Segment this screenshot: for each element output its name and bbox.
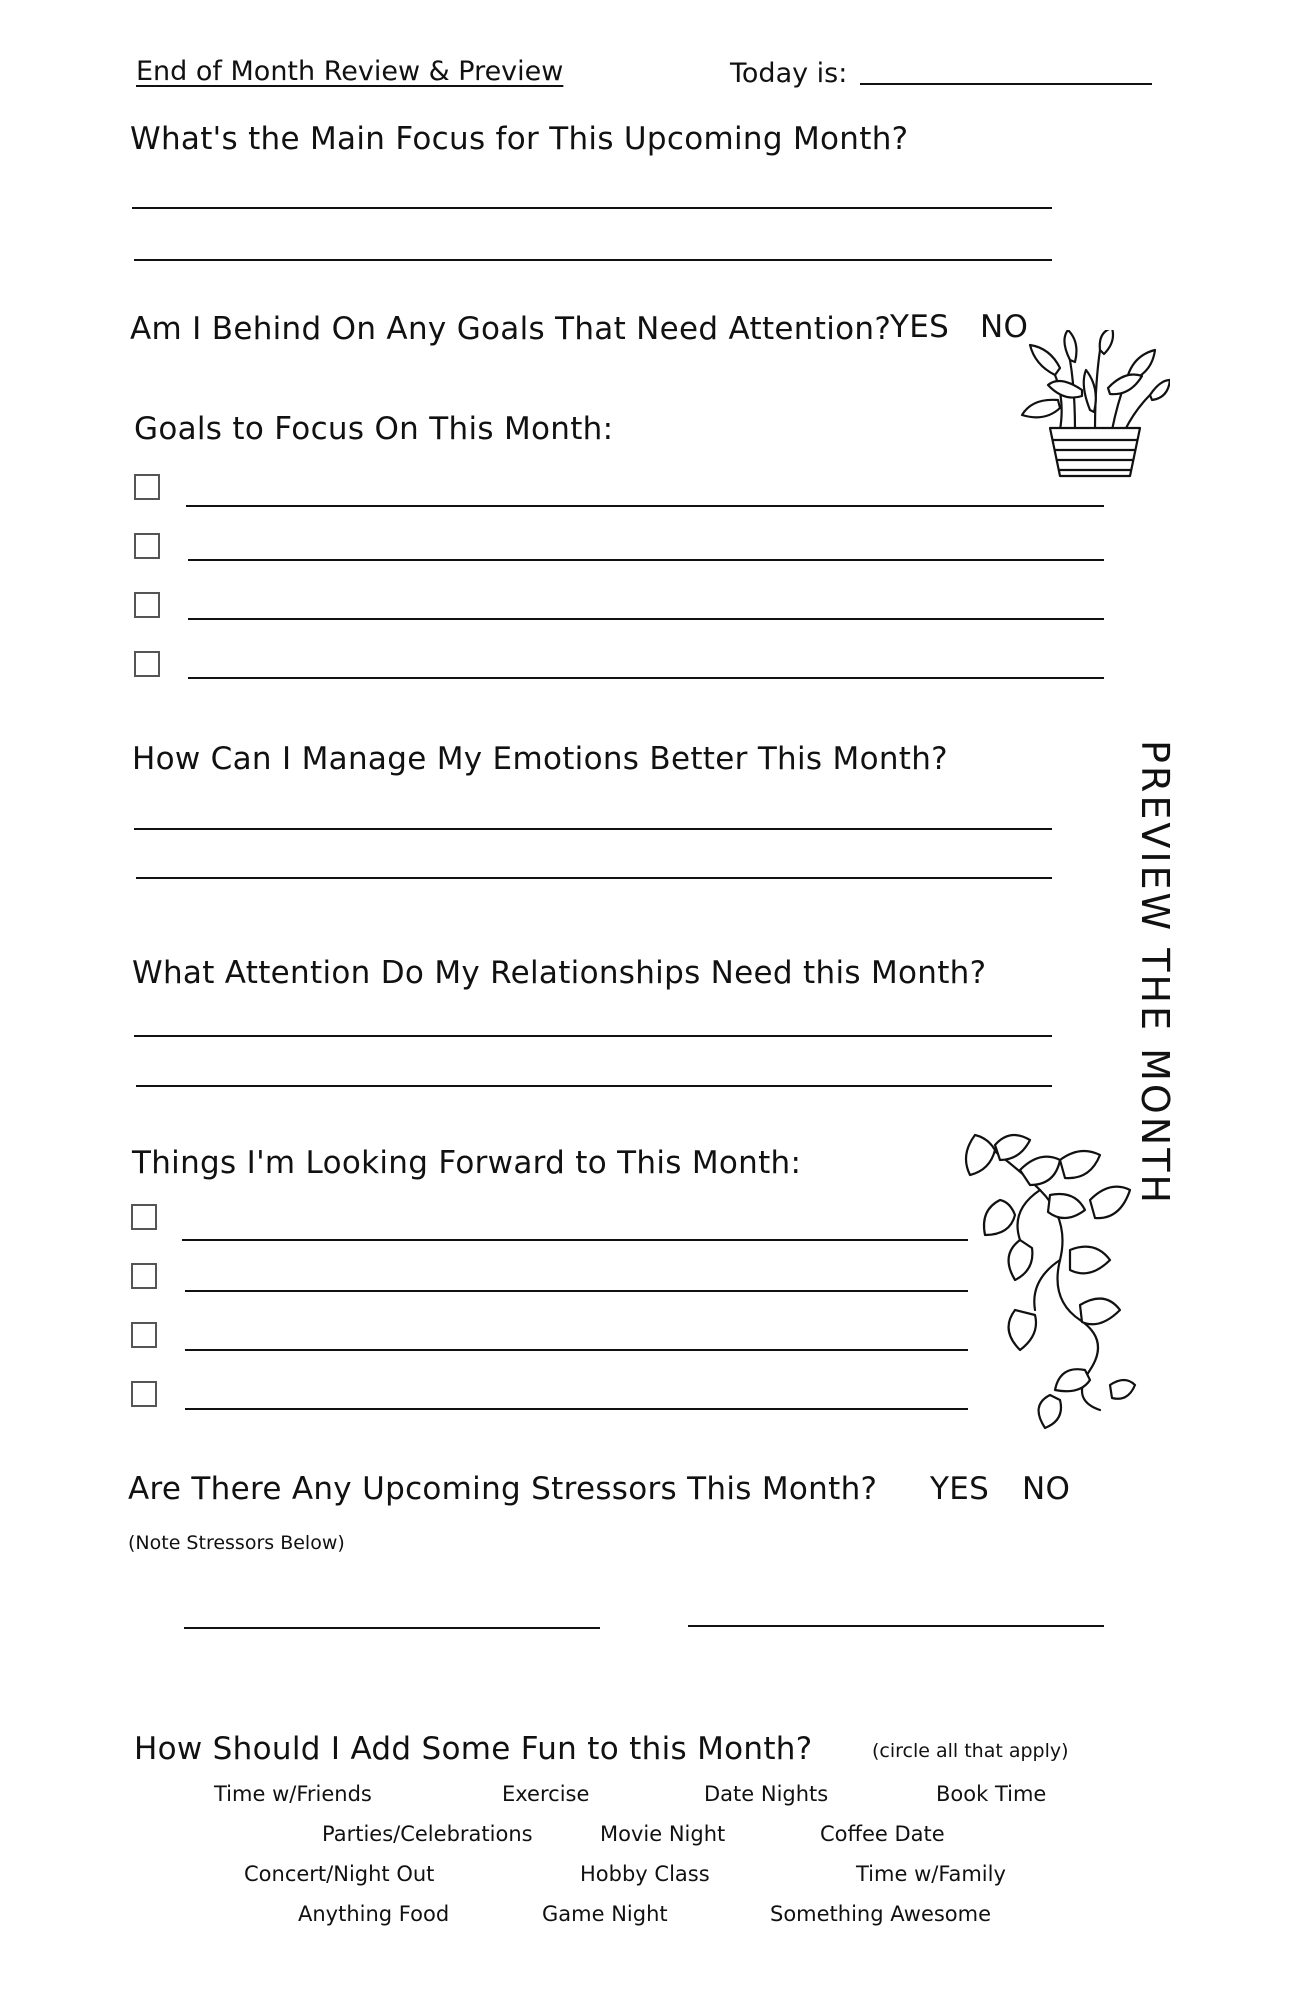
stressors-yes-option[interactable]: YES: [930, 1471, 990, 1507]
question-goals-focus: Goals to Focus On This Month:: [134, 411, 614, 447]
question-main-focus: What's the Main Focus for This Upcoming Month?: [130, 121, 909, 157]
answer-line-relationships-1[interactable]: [134, 1035, 1052, 1037]
question-stressors: Are There Any Upcoming Stressors This Month?: [128, 1471, 878, 1507]
question-fun: How Should I Add Some Fun to this Month?: [134, 1731, 813, 1767]
fun-option-movie-night[interactable]: Movie Night: [600, 1822, 726, 1846]
goal-checkbox-1[interactable]: [134, 474, 160, 500]
hanging-vine-icon: [960, 1130, 1140, 1430]
goal-checkbox-2[interactable]: [134, 533, 160, 559]
today-label: Today is:: [730, 58, 848, 89]
goal-checkbox-3[interactable]: [134, 592, 160, 618]
forward-checkbox-3[interactable]: [131, 1322, 157, 1348]
goal-line-1[interactable]: [186, 505, 1104, 507]
forward-line-1[interactable]: [182, 1239, 968, 1241]
goal-line-3[interactable]: [188, 618, 1104, 620]
stressors-no-option[interactable]: NO: [1022, 1471, 1071, 1507]
fun-option-game-night[interactable]: Game Night: [542, 1902, 668, 1926]
behind-goals-no-option[interactable]: NO: [980, 309, 1029, 345]
answer-line-relationships-2[interactable]: [136, 1085, 1052, 1087]
forward-line-3[interactable]: [185, 1349, 968, 1351]
fun-option-coffee-date[interactable]: Coffee Date: [820, 1822, 945, 1846]
forward-checkbox-2[interactable]: [131, 1263, 157, 1289]
question-looking-forward: Things I'm Looking Forward to This Month:: [132, 1145, 802, 1181]
answer-line-main-focus-1[interactable]: [132, 207, 1052, 209]
fun-option-time-with-friends[interactable]: Time w/Friends: [214, 1782, 372, 1806]
answer-line-emotions-2[interactable]: [136, 877, 1052, 879]
question-emotions: How Can I Manage My Emotions Better This Month?: [132, 741, 948, 777]
potted-plant-icon: [1020, 330, 1170, 480]
forward-checkbox-4[interactable]: [131, 1381, 157, 1407]
stressors-note: (Note Stressors Below): [128, 1532, 345, 1554]
fun-option-date-nights[interactable]: Date Nights: [704, 1782, 829, 1806]
stressor-line-2[interactable]: [688, 1625, 1104, 1627]
forward-line-4[interactable]: [185, 1408, 968, 1410]
fun-option-something-awesome[interactable]: Something Awesome: [770, 1902, 992, 1926]
question-relationships: What Attention Do My Relationships Need this Month?: [132, 955, 987, 991]
fun-note: (circle all that apply): [872, 1740, 1069, 1762]
fun-option-book-time[interactable]: Book Time: [936, 1782, 1047, 1806]
question-behind-goals: Am I Behind On Any Goals That Need Attention?: [130, 311, 892, 347]
stressor-line-1[interactable]: [184, 1627, 600, 1629]
fun-option-time-with-family[interactable]: Time w/Family: [856, 1862, 1006, 1886]
forward-line-2[interactable]: [185, 1290, 968, 1292]
goal-line-2[interactable]: [188, 559, 1104, 561]
page-title: End of Month Review & Preview: [136, 56, 564, 87]
fun-option-parties[interactable]: Parties/Celebrations: [322, 1822, 533, 1846]
goal-checkbox-4[interactable]: [134, 651, 160, 677]
fun-option-concert[interactable]: Concert/Night Out: [244, 1862, 435, 1886]
side-label: PREVIEW THE MONTH: [1133, 740, 1177, 1206]
fun-option-anything-food[interactable]: Anything Food: [298, 1902, 450, 1926]
behind-goals-yes-option[interactable]: YES: [890, 309, 950, 345]
goal-line-4[interactable]: [188, 677, 1104, 679]
answer-line-main-focus-2[interactable]: [134, 259, 1052, 261]
today-date-line[interactable]: [860, 83, 1152, 85]
fun-option-hobby-class[interactable]: Hobby Class: [580, 1862, 710, 1886]
fun-option-exercise[interactable]: Exercise: [502, 1782, 590, 1806]
forward-checkbox-1[interactable]: [131, 1204, 157, 1230]
answer-line-emotions-1[interactable]: [134, 828, 1052, 830]
